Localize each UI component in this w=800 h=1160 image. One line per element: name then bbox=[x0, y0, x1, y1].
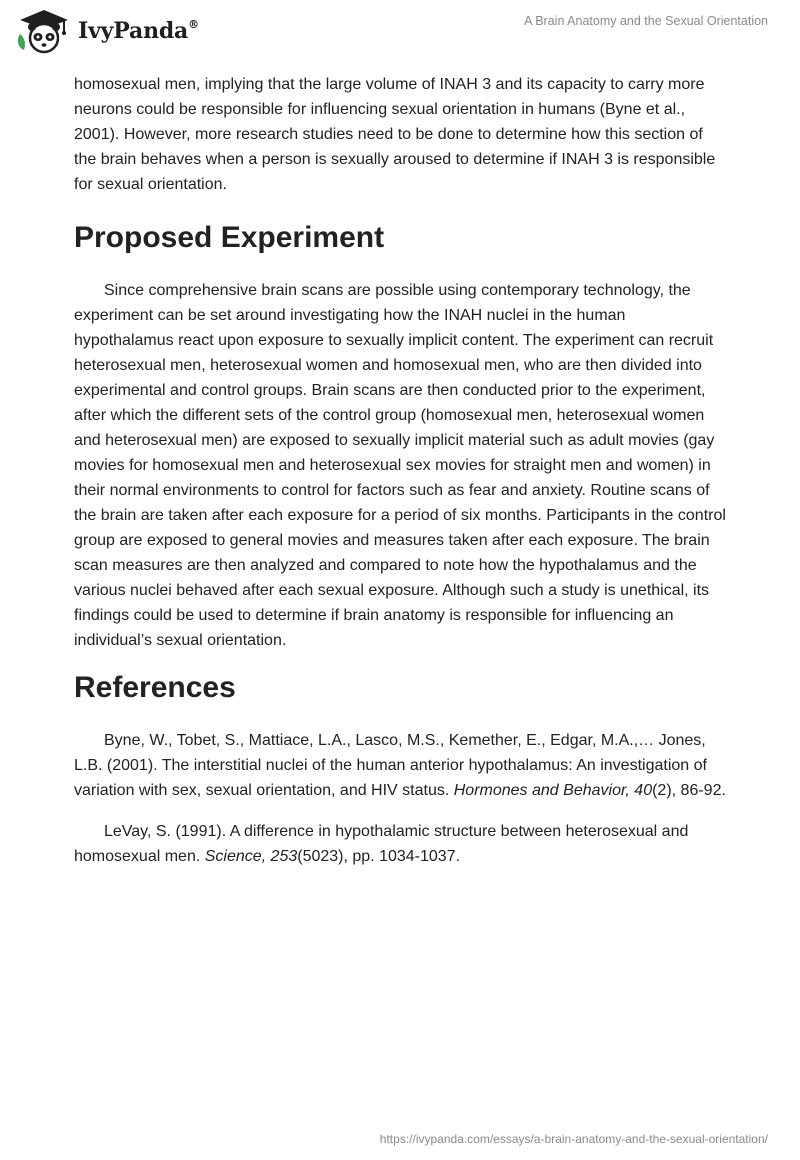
heading-references: References bbox=[74, 671, 236, 704]
panda-graduate-icon bbox=[14, 8, 72, 54]
reference-byne: Byne, W., Tobet, S., Mattiace, L.A., Lasco, M.S., Kemether, E., Edgar, M.A.,… Jones, L.B. (2001). The interstitial nuclei of the human anterior hypothalamus: An investigation of variation with sex, sexual orientation, and HIV status. Hormones and Behavior, 40(2), 86-92. bbox=[74, 732, 726, 799]
essay-content bbox=[74, 72, 726, 885]
reference-levay: LeVay, S. (1991). A difference in hypothalamic structure between heterosexual and homosexual men. Science, 253(5023), pp. 1034-1037. bbox=[74, 823, 689, 865]
ivypanda-logo[interactable] bbox=[14, 8, 199, 54]
intro-paragraph: homosexual men, implying that the large volume of INAH 3 and its capacity to carry more neurons could be responsible for influencing sexual orientation in humans (Byne et al., 2001). However, more research studies need to be done to determine how this section of the brain behaves when a person is sexually aroused to determine if INAH 3 is responsible for sexual orientation. bbox=[74, 76, 716, 193]
proposed-experiment-paragraph: Since comprehensive brain scans are possible using contemporary technology, the experiment can be set around investigating how the INAH nuclei in the human hypothalamus react upon exposure to sexually implicit content. The experiment can recruit heterosexual men, heterosexual women and homosexual men, who are then divided into experimental and control groups. Brain scans are then conducted prior to the experiment, after which the different sets of the control group (homosexual men, heterosexual women and heterosexual men) are exposed to sexually implicit material such as adult movies (gay movies for homosexual men and heterosexual sex movies for straight men and women) in their normal environments to control for factors such as fear and anxiety. Routine scans of the brain are taken after each exposure for a period of six months. Participants in the control group are exposed to general movies and measures taken after each exposure. The brain scan measures are then analyzed and compared to note how the hypothalamus and the various nuclei behaved after each sexual exposure. Although such a study is unethical, its findings could be used to determine if brain anatomy is responsible for influencing an individual’s sexual orientation. bbox=[74, 282, 726, 649]
document-title: A Brain Anatomy and the Sexual Orientation bbox=[524, 14, 768, 28]
heading-proposed-experiment: Proposed Experiment bbox=[74, 221, 385, 254]
footer-url[interactable]: https://ivypanda.com/essays/a-brain-anatomy-and-the-sexual-orientation/ bbox=[379, 1132, 768, 1146]
brand-name: IvyPanda® bbox=[78, 17, 199, 44]
page-header bbox=[0, 0, 800, 68]
